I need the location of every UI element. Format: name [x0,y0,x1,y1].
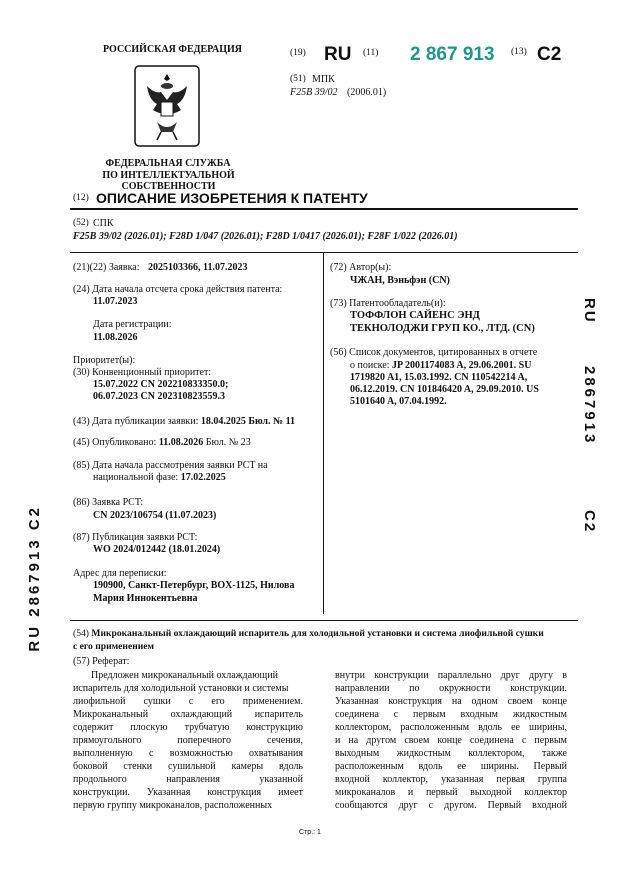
mpk-class: F25B 39/02 [290,87,338,98]
side-code-left: RU 2867913 C2 [26,505,43,652]
abstract-line: соединена с первым входным жидкостным [335,709,567,720]
convention-priority-field: (30) Конвенционный приоритет: [73,367,212,378]
term-start-field: (24) Дата начала отсчета срока действия патента: [73,284,283,295]
code-12: (12) [73,193,89,203]
abstract-line: сообщаются друг с другом. Первый входной [335,800,567,811]
abstract-line: прямоугольного поперечного сечения, [73,735,303,746]
abstract-line: расположенным вдоль ее ширины. Первый [335,761,567,772]
registration-label: Дата регистрации: [93,319,172,330]
patent-number: 2 867 913 [410,44,495,65]
country-name: РОССИЙСКАЯ ФЕДЕРАЦИЯ [103,44,243,55]
abstract-line: Указанная конструкция на одном своем конце [335,696,567,707]
convention-priority-2: 06.07.2023 CN 202310823559.3 [93,391,225,402]
application-field: (21)(22) Заявка: 2025103366, 11.07.2023 [73,262,248,273]
agency-line-2: ПО ИНТЕЛЛЕКТУАЛЬНОЙ СОБСТВЕННОСТИ [102,170,235,192]
title-rule [70,208,578,210]
cited-docs-line-2: 1719820 A1, 15.03.1992. CN 110542214 A, [350,372,528,383]
abstract-line: и на другом своем конце соединена с первым [335,735,567,746]
address-line-1: 190900, Санкт-Петербург, BOX-1125, Нилова [93,580,295,591]
cited-docs-field: (56) Список документов, цитированных в отчете [330,347,538,358]
abstract-field: (57) Реферат: [73,656,130,667]
abstract-line: микроканалов и первый выходной коллектор [335,787,567,798]
kind-code: C2 [537,44,562,65]
invention-title-line-2: с его применением [73,641,155,652]
abstract-line: конструкции. Указанная конструкция имеет [73,787,303,798]
abstract-line: содержит плоскую трубчатую конструкцию [73,722,303,733]
pct-phase-line-2: национальной фазе: 17.02.2025 [93,472,226,483]
side-code-right-number: 2867913 [581,366,598,446]
abstract-line: выходным жидкостным коллектором, также [335,748,567,759]
spk-value: F25B 39/02 (2026.01); F28D 1/047 (2026.01); F28D 1/0417 (2026.01); F28F 1/022 (2026.01) [73,231,458,242]
abstract-column-1 [73,670,303,813]
abstract-line: направлении по окружности конструкции. [335,683,567,694]
invention-title-line-1: (54) Микроканальный охлаждающий испаритель для холодильной установки и система лиофильной сушки [73,628,544,639]
side-code-right-ru: RU [581,298,598,324]
abstract-line: коллектором, расположенным вдоль ее ширины, [335,722,567,733]
address-line-2: Мария Иннокентьевна [93,593,198,604]
column-divider [323,252,324,614]
owner-value-1: ТОФФЛОН САЙЕНС ЭНД [350,310,480,321]
convention-priority-1: 15.07.2022 CN 202210833350.0; [93,379,229,390]
pct-publication-field: (87) Публикация заявки PCT: [73,532,198,543]
spk-rule [70,252,578,253]
mpk-label: МПК [312,74,335,85]
abstract-line: Микроканальный охлаждающий испаритель [73,709,303,720]
page-number: Стр.: 1 [299,829,321,836]
owner-field: (73) Патентообладатель(и): [330,298,446,309]
abstract-line: боковой стенки сушильной камеры вдоль [73,761,303,772]
pct-publication-value: WO 2024/012442 (18.01.2024) [93,544,221,555]
code-19: (19) [290,48,306,58]
abstract-line: внутри конструкции параллельно друг другу в [335,670,567,681]
code-11: (11) [363,48,379,58]
invention-rule [70,620,578,621]
abstract-line: входной коллектор, указанная первая группа [335,774,567,785]
cited-docs-line-1: о поиске: JP 2001174083 A, 29.06.2001. SU [350,360,532,371]
abstract-line: первую группу микроканалов, расположенных [73,800,273,811]
address-label: Адрес для переписки: [73,568,167,579]
cited-docs-line-3: 06.12.2019. CN 101846420 A, 29.09.2010. US [350,384,539,395]
term-start-value: 11.07.2023 [93,296,138,307]
pct-application-field: (86) Заявка PCT: [73,497,144,508]
code-51: (51) [290,74,306,84]
abstract-line: продольного направления указанной [73,774,303,785]
pct-phase-field: (85) Дата начала рассмотрения заявки PCT на [73,460,268,471]
spk-label: СПК [93,218,114,229]
abstract-line: лиофильной сушки с его применением. [73,696,303,707]
ru-code: RU [324,44,352,65]
published-field: (45) Опубликовано: 11.08.2026 Бюл. № 23 [73,437,251,448]
publication-field: (43) Дата публикации заявки: 18.04.2025 Бюл. № 11 [73,416,296,427]
pct-application-value: CN 2023/106754 (11.07.2023) [93,510,217,521]
abstract-column-2 [335,670,567,813]
registration-value: 11.08.2026 [93,332,138,343]
document-title: ОПИСАНИЕ ИЗОБРЕТЕНИЯ К ПАТЕНТУ [96,190,368,206]
priority-label: Приоритет(ы): [73,355,136,366]
abstract-line: Предложен микроканальный охлаждающий [91,670,278,681]
code-52: (52) [73,218,89,228]
side-code-right-kind: C2 [581,510,598,534]
cited-docs-line-4: 5101640 A, 07.04.1992. [350,396,447,407]
abstract-line: выполненную с возможностью охватывания [73,748,303,759]
owner-value-2: ТЕКНОЛОДЖИ ГРУП КО., ЛТД. (CN) [350,323,535,334]
abstract-line: испаритель для холодильной установки и системы [73,683,289,694]
author-field: (72) Автор(ы): [330,262,392,273]
emblem-icon [133,64,201,148]
author-value: ЧЖАН, Вэньфэн (CN) [350,275,450,286]
agency-line-1: ФЕДЕРАЛЬНАЯ СЛУЖБА [105,158,231,169]
code-13: (13) [511,47,527,57]
mpk-year: (2006.01) [347,87,387,98]
